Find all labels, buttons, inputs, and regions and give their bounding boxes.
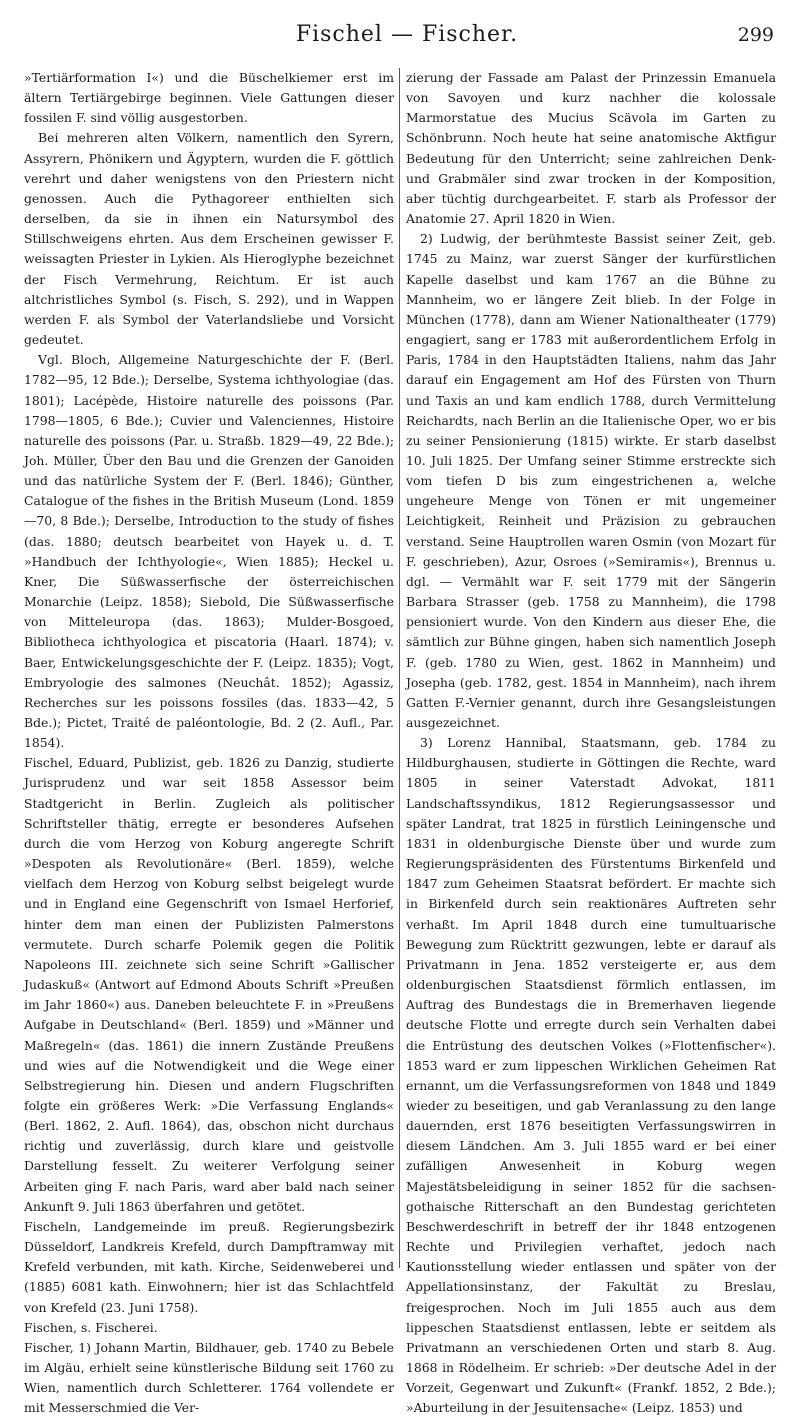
paragraph: Vgl. Bloch, Allgemeine Naturgeschichte der F. (Berl. 1782—95, 12 Bde.); Derselbe, Systema ichthyologiae (das. 1801); Lacépède, Histoire naturelle des poissons (Par. 1798—1805, 6 Bde.); Cuvier und Valenciennes, Histoire naturelle des poissons (Par. u. Straßb. 1829—49, 22 Bde.); Joh. Müller, Über den Bau und die Grenzen der Ganoiden und das natürliche System der F. (Berl. 1846); Günther, Catalogue of the fishes in the British Museum (Lond. 1859—70, 8 Bde.); Derselbe, Introduction to the study of fishes (das. 1880; deutsch bearbeitet von Hayek u. d. T. »Handbuch der Ichthyologie«, Wien 1885); Heckel u. Kner, Die Süßwasserfische der österreichischen Monarchie (Leipz. 1858); Siebold, Die Süßwasserfische von Mitteleuropa (das. 1863); Mulder-Bosgoed, Bibliotheca ichthyologica et piscatoria (Haarl. 1874); v. Baer, Entwickelungsgeschichte der F. (Leipz. 1835); Vogt, Embryologie des salmones (Neuchât. 1852); Agassiz, Recherches sur les poissons fossiles (das. 1833—42, 5 Bde.); Pictet, Traité de paléontologie, Bd. 2 (2. Aufl., Par. 1854).: [24, 352, 394, 751]
page-header: [40, 22, 774, 56]
entry-fischen: Fischen, s. Fischerei.: [24, 1319, 158, 1335]
entry-fischel-eduard: Fischel, Eduard, Publizist, geb. 1826 zu Danzig, studierte Jurisprudenz und war seit 1858 Assessor beim Stadtgericht in Berlin. Zugleich als politischer Schriftsteller thätig, erregte er besonderes Aufsehen durch die vom Herzog von Koburg angeregte Schrift »Despoten als Revolutionäre« (Berl. 1859), welche vielfach dem Herzog von Koburg selbst beigelegt wurde und in England eine Gegenschrift von Ismael Herforief, hinter dem man einen der Publizisten Palmerstons vermutete. Durch scharfe Polemik gegen die Politik Napoleons III. zeichnete sich seine Schrift »Gallischer Judaskuß« (Antwort auf Edmond Abouts Schrift »Preußen im Jahr 1860«) aus. Daneben beleuchtete F. in »Preußens Aufgabe in Deutschland« (Berl. 1859) und »Männer und Maßregeln« (das. 1861) die innern Zustände Preußens und wies auf die Notwendigkeit und die Wege einer Selbstregierung hin. Diesen und andern Flugschriften folgte ein größeres Werk: »Die Verfassung Englands« (Berl. 1862, 2. Aufl. 1864), das, obschon nicht durchaus richtig und zuverlässig, durch klare und geistvolle Darstellung fesselt. Zu weiterer Verfolgung seiner Arbeiten ging F. nach Paris, ward aber bald nach seiner Ankunft 9. Juli 1863 überfahren und getötet.: [24, 755, 394, 1214]
entry-fischeln: Fischeln, Landgemeinde im preuß. Regierungsbezirk Düsseldorf, Landkreis Krefeld, durch Dampftramway mit Krefeld verbunden, mit kath. Kirche, Seidenweberei und (1885) 6081 kath. Einwohnern; hier ist das Schlachtfeld von Krefeld (23. Juni 1758).: [24, 1218, 394, 1315]
right-column: [406, 68, 776, 1416]
entry-fischer-ludwig: 2) Ludwig, der berühmteste Bassist seiner Zeit, geb. 1745 zu Mainz, war zuerst Sänger der kurfürstlichen Kapelle daselbst und kam 1767 an die Bühne zu Mannheim, wo er längere Zeit blieb. In der Folge in München (1778), dann am Wiener Nationaltheater (1779) engagiert, sang er 1783 mit außerordentlichem Erfolg in Paris, 1784 in den Hauptstädten Italiens, nahm das Jahr darauf ein Engagement am Hof des Fürsten von Thurn und Taxis an und kam endlich 1788, durch Vermittelung Reichardts, nach Berlin an die Italienische Oper, wo er bis zu seiner Pensionierung (1815) wirkte. Er starb daselbst 10. Juli 1825. Der Umfang seiner Stimme erstreckte sich vom tiefen D bis zum eingestrichenen a, welche ungeheure Menge von Tönen er mit ungemeiner Leichtigkeit, Reinheit und Präzision zu gebrauchen verstand. Seine Hauptrollen waren Osmin (von Mozart für F. geschrieben), Azur, Osroes (»Semiramis«), Brennus u. dgl. — Vermählt war F. seit 1779 mit der Sängerin Barbara Strasser (geb. 1758 zu Mannheim), die 1798 pensioniert wurde. Von den Kindern aus dieser Ehe, die sämtlich zur Bühne gingen, haben sich namentlich Joseph F. (geb. 1780 zu Wien, gest. 1862 in Mannheim) und Josepha (geb. 1782, gest. 1854 in Mannheim), nach ihrem Gatten F.-Vernier genannt, durch ihre Gesangsleistungen ausgezeichnet.: [406, 231, 776, 730]
page-number: 299: [737, 24, 774, 46]
text-columns: [24, 68, 776, 1416]
entry-fischer: Fischer, 1) Johann Martin, Bildhauer, geb. 1740 zu Bebele im Algäu, erhielt seine künstlerische Bildung seit 1760 zu Wien, namentlich durch Schletterer. 1764 vollendete er mit Messerschmied die Ver-: [24, 1339, 394, 1416]
paragraph: zierung der Fassade am Palast der Prinzessin Emanuela von Savoyen und kurz nachher die kolossale Marmorstatue des Mucius Scävola im Garten zu Schönbrunn. Noch heute hat seine anatomische Aktfigur Bedeutung für den Unterricht; seine zahlreichen Denk- und Grabmäler sind zwar trocken in der Komposition, aber tüchtig durchgearbeitet. F. starb als Professor der Anatomie 27. April 1820 in Wien.: [406, 70, 776, 227]
running-title: Fischel — Fischer.: [295, 22, 519, 47]
paragraph: Bei mehreren alten Völkern, namentlich den Syrern, Assyrern, Phönikern und Ägyptern, wurden die F. göttlich verehrt und daher wenigstens von den Priestern nicht genossen. Auch die Pythagoreer enthielten sich derselben, da sie in ihnen ein Natursymbol des Stillschweigens ehrten. Aus dem Erscheinen gewisser F. weissagten Priester in Lykien. Als Hieroglyphe bezeichnet der Fisch Vermehrung, Reichtum. Er ist auch altchristliches Symbol (s. Fisch, S. 292), und in Wappen werden F. als Symbol der Vaterlandsliebe und Vorsicht gedeutet.: [24, 130, 394, 348]
entry-fischer-lorenz-hannibal: 3) Lorenz Hannibal, Staatsmann, geb. 1784 zu Hildburghausen, studierte in Göttingen die Rechte, ward 1805 in seiner Vaterstadt Advokat, 1811 Landschaftssyndikus, 1812 Regierungsassessor und später Landrat, trat 1825 in fürstlich Leiningensche und 1831 in oldenburgische Dienste über und wurde zum Regierungspräsidenten des Fürstentums Birkenfeld und 1847 zum Geheimen Staatsrat befördert. Er machte sich in Birkenfeld durch sein reaktionäres Auftreten sehr verhaßt. Im April 1848 durch eine tumultuarische Bewegung zum Rücktritt gezwungen, lebte er darauf als Privatmann in Jena. 1852 versteigerte er, aus dem oldenburgischen Staatsdienst förmlich entlassen, im Auftrag des Bundestags die in Bremerhaven liegende deutsche Flotte und erregte durch sein Verhalten dabei die Entrüstung des deutschen Volkes (»Flottenfischer«). 1853 ward er zum lippeschen Wirklichen Geheimen Rat ernannt, um die Verfassungsreformen von 1848 und 1849 wieder zu beseitigen, und gab Veranlassung zu den lange dauernden, erst 1876 beseitigten Verfassungswirren in diesem Ländchen. Am 3. Juli 1855 ward er bei einer zufälligen Anwesenheit in Koburg wegen Majestätsbeleidigung in seiner 1852 für die sachsen-gothaische Ritterschaft an den Bundestag gerichteten Beschwerdeschrift in betreff der ihr 1848 entzogenen Rechte und Privilegien verhaftet, jedoch nach Kautionsstellung wieder entlassen und später von der Appellationsinstanz, der Fakultät zu Breslau, freigesprochen. Noch im Juli 1855 auch aus dem lippeschen Staatsdienst entlassen, lebte er seitdem als Privatmann an verschiedenen Orten und starb 8. Aug. 1868 in Rödelheim. Er schrieb: »Der deutsche Adel in der Vorzeit, Gegenwart und Zukunft« (Frankf. 1852, 2 Bde.); »Aburteilung in der Jesuitensache« (Leipz. 1853) und: [406, 735, 776, 1416]
left-column: [24, 68, 394, 1416]
paragraph: »Tertiärformation I«) und die Büschelkiemer erst im ältern Tertiärgebirge beginnen. Viele Gattungen dieser fossilen F. sind völlig ausgestorben.: [24, 70, 394, 126]
